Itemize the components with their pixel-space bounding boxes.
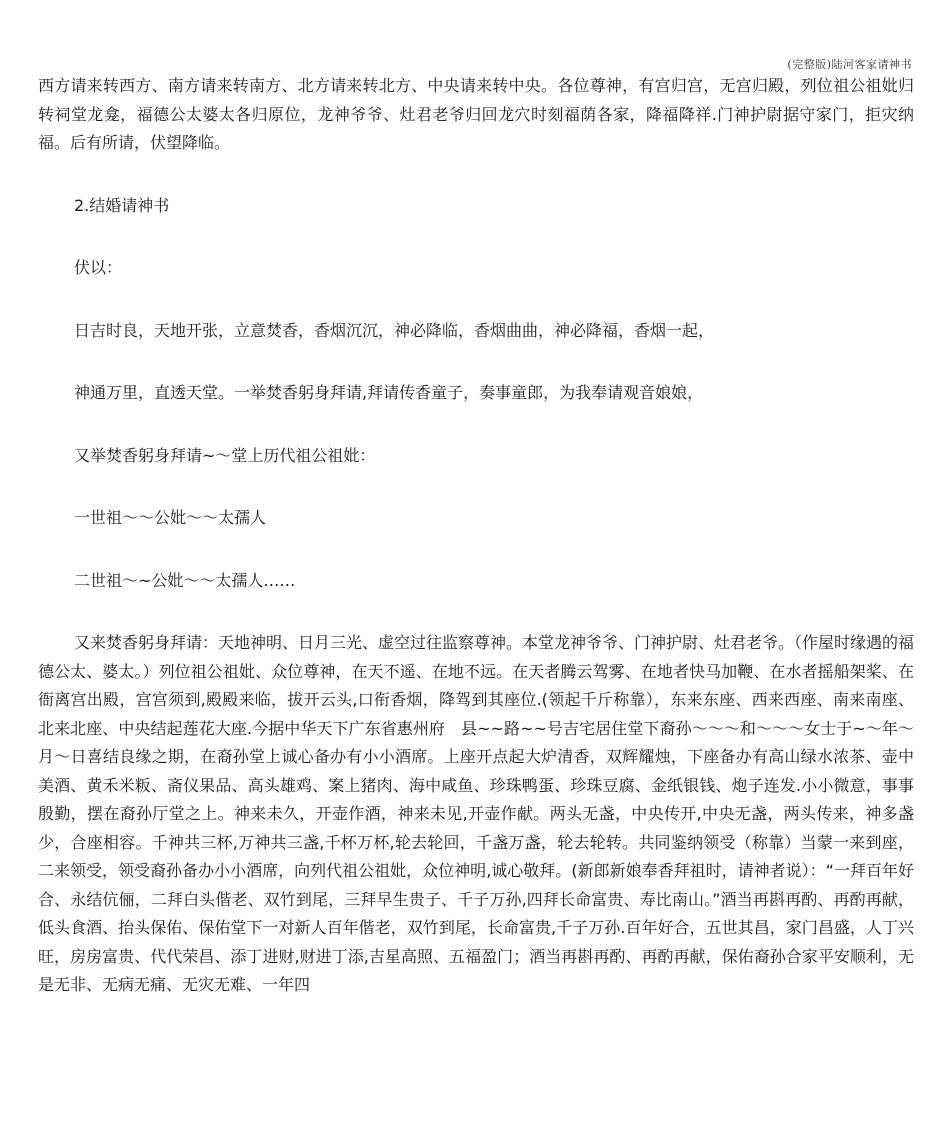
document-body (38, 72, 914, 1000)
invocation-line-3: 又举焚香躬身拜请~～堂上历代祖公祖妣： (74, 445, 376, 465)
invocation-line-1: 日吉时良，天地开张，立意焚香，香烟沉沉，神必降临，香烟曲曲，神必降福，香烟一起， (74, 320, 715, 340)
paragraph-closing-invocation: 西方请来转西方、南方请来转南方、北方请来转北方、中央请来转中央。各位尊神，有宫归宫，无宫归殿，列位祖公祖妣归转祠堂龙龛，福德公太婆太各归原位，龙神爷爷、灶君老爷归回龙穴时刻福荫各家，降福降祥.门神护尉据守家门，拒灾纳福。后有所请，伏望降临。 (38, 76, 914, 152)
document-header-title: (完整版)陆河客家请神书 (787, 58, 912, 71)
ancestor-line-1: 一世祖～～公妣～～太孺人 (74, 508, 267, 527)
section-heading: 2.结婚请神书 (74, 195, 170, 215)
ancestor-line-2: 二世祖～~公妣～～太孺人…… (74, 570, 296, 590)
opening-phrase: 伏以： (74, 258, 123, 277)
invocation-line-2: 神通万里，直透天堂。一举焚香躬身拜请,拜请传香童子，奏事童郎，为我奉请观音娘娘， (74, 383, 704, 402)
paragraph-main-invocation: 又来焚香躬身拜请：天地神明、日月三光、虚空过往监察尊神。本堂龙神爷爷、门神护尉、灶君老爷。（作屋时缘遇的福德公太、婆太。）列位祖公祖妣、众位尊神，在天不遥、在地不远。在天者腾云驾雾、在地者快马加鞭、在水者摇船架桨、在衙离宫出殿，宫宫须到,殿殿来临，拔开云头,口衔香烟，降驾到其座位.(领起千斤称靠），东来东座、西来西座、南来南座、北来北座、中央结起莲花大座.今据中华天下广东省惠州府 县~~路~~号吉宅居住堂下裔孙～～～和～～～女士于~～年～月～日喜结良缘之期，在裔孙堂上诚心备办有小小酒席。上座开点起大炉清香，双辉耀烛，下座备办有高山绿水浓茶、壶中美酒、黄禾米粄、斋仪果品、高头雄鸡、案上猪肉、海中咸鱼、珍珠鸭蛋、珍珠豆腐、金纸银钱、炮子连发.小小微意，事事殷勤，摆在裔孙厅堂之上。神来未久，开壶作酒，神来未见,开壶作献。两头无盏，中央传开,中央无盏，两头传来，神多盏少，合座相容。千神共三杯,万神共三盏,千杯万杯,轮去轮回，千盏万盏，轮去轮转。共同鉴纳领受（称靠）当蒙一来到座，二来领受，领受裔孙备办小小酒席，向列代祖公祖妣，众位神明,诚心敬拜。(新郎新娘奉香拜祖时，请神者说）：“一拜百年好合、永结伉俪，二拜白头偕老、双竹到尾，三拜早生贵子、千子万孙,四拜长命富贵、寿比南山。”酒当再斟再酌、再酌再献，低头食酒、抬头保佑、保佑堂下一对新人百年偕老，双竹到尾，长命富贵,千子万孙.百年好合，五世其昌，家门昌盛，人丁兴旺，房房富贵、代代荣昌、添丁进财,财进丁添,吉星高照、五福盈门；酒当再斟再酌、再酌再献，保佑裔孙合家平安顺利，无是无非、无病无痛、无灾无难、一年四 (38, 633, 915, 994)
